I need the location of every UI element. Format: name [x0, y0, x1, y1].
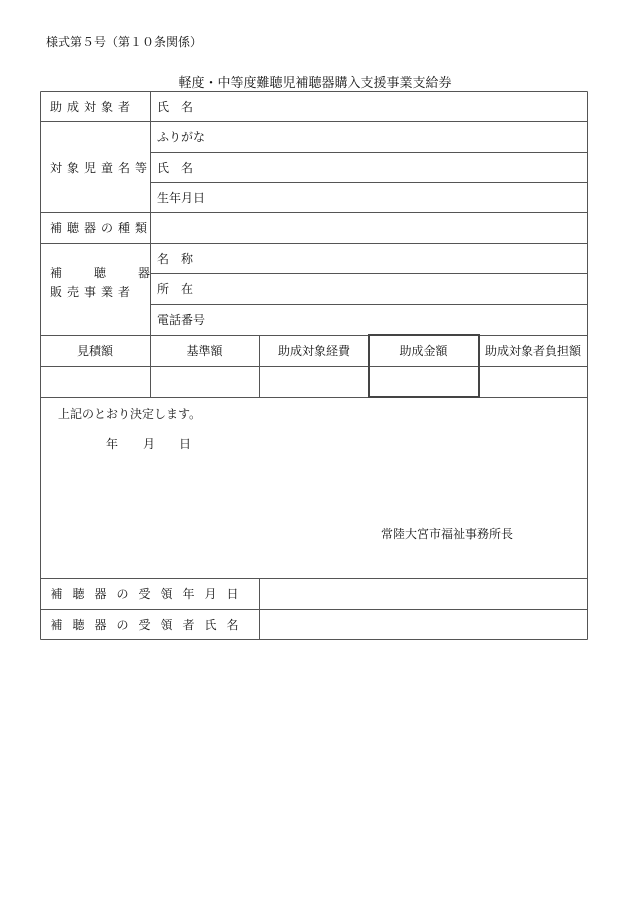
form-number: 様式第５号（第１０条関係） [46, 35, 203, 49]
recipient-label: 助成対象者 [50, 100, 136, 114]
vendor-name-label: 名 称 [157, 252, 194, 266]
vendor-address-label: 所 在 [157, 282, 194, 296]
child-name-label: 氏 名 [157, 161, 194, 175]
issuer-name: 常陸大宮市福祉事務所長 [381, 527, 514, 541]
standard-amount-header: 基準額 [186, 344, 223, 358]
estimate-header: 見積額 [76, 344, 113, 358]
voucher-form [40, 91, 588, 640]
vendor-label-line2: 販売事業者 [50, 285, 136, 299]
document-title: 軽度・中等度難聴児補聴器購入支援事業支給券 [178, 76, 452, 91]
grant-amount-header: 助成金額 [399, 344, 448, 358]
vendor-phone-label: 電話番号 [157, 313, 206, 327]
decision-date-month: 月 [143, 437, 156, 451]
decision-date-year: 年 [106, 437, 119, 451]
recipient-name-label: 氏 名 [157, 100, 194, 114]
vendor-label-line1: 補 聴 器 [50, 266, 161, 280]
birthdate-label: 生年月日 [157, 191, 206, 205]
receipt-date-label: 補聴器の受領年月日 [50, 587, 249, 601]
receipt-name-label: 補聴器の受領者氏名 [50, 618, 249, 632]
eligible-cost-header: 助成対象経費 [277, 344, 350, 358]
decision-text: 上記のとおり決定します。 [58, 407, 202, 421]
recipient-burden-header: 助成対象者負担額 [484, 344, 581, 358]
furigana-label: ふりがな [157, 130, 206, 144]
child-label: 対象児童名等 [50, 161, 153, 175]
decision-date-day: 日 [179, 437, 192, 451]
device-type-label: 補聴器の種類 [50, 221, 153, 235]
